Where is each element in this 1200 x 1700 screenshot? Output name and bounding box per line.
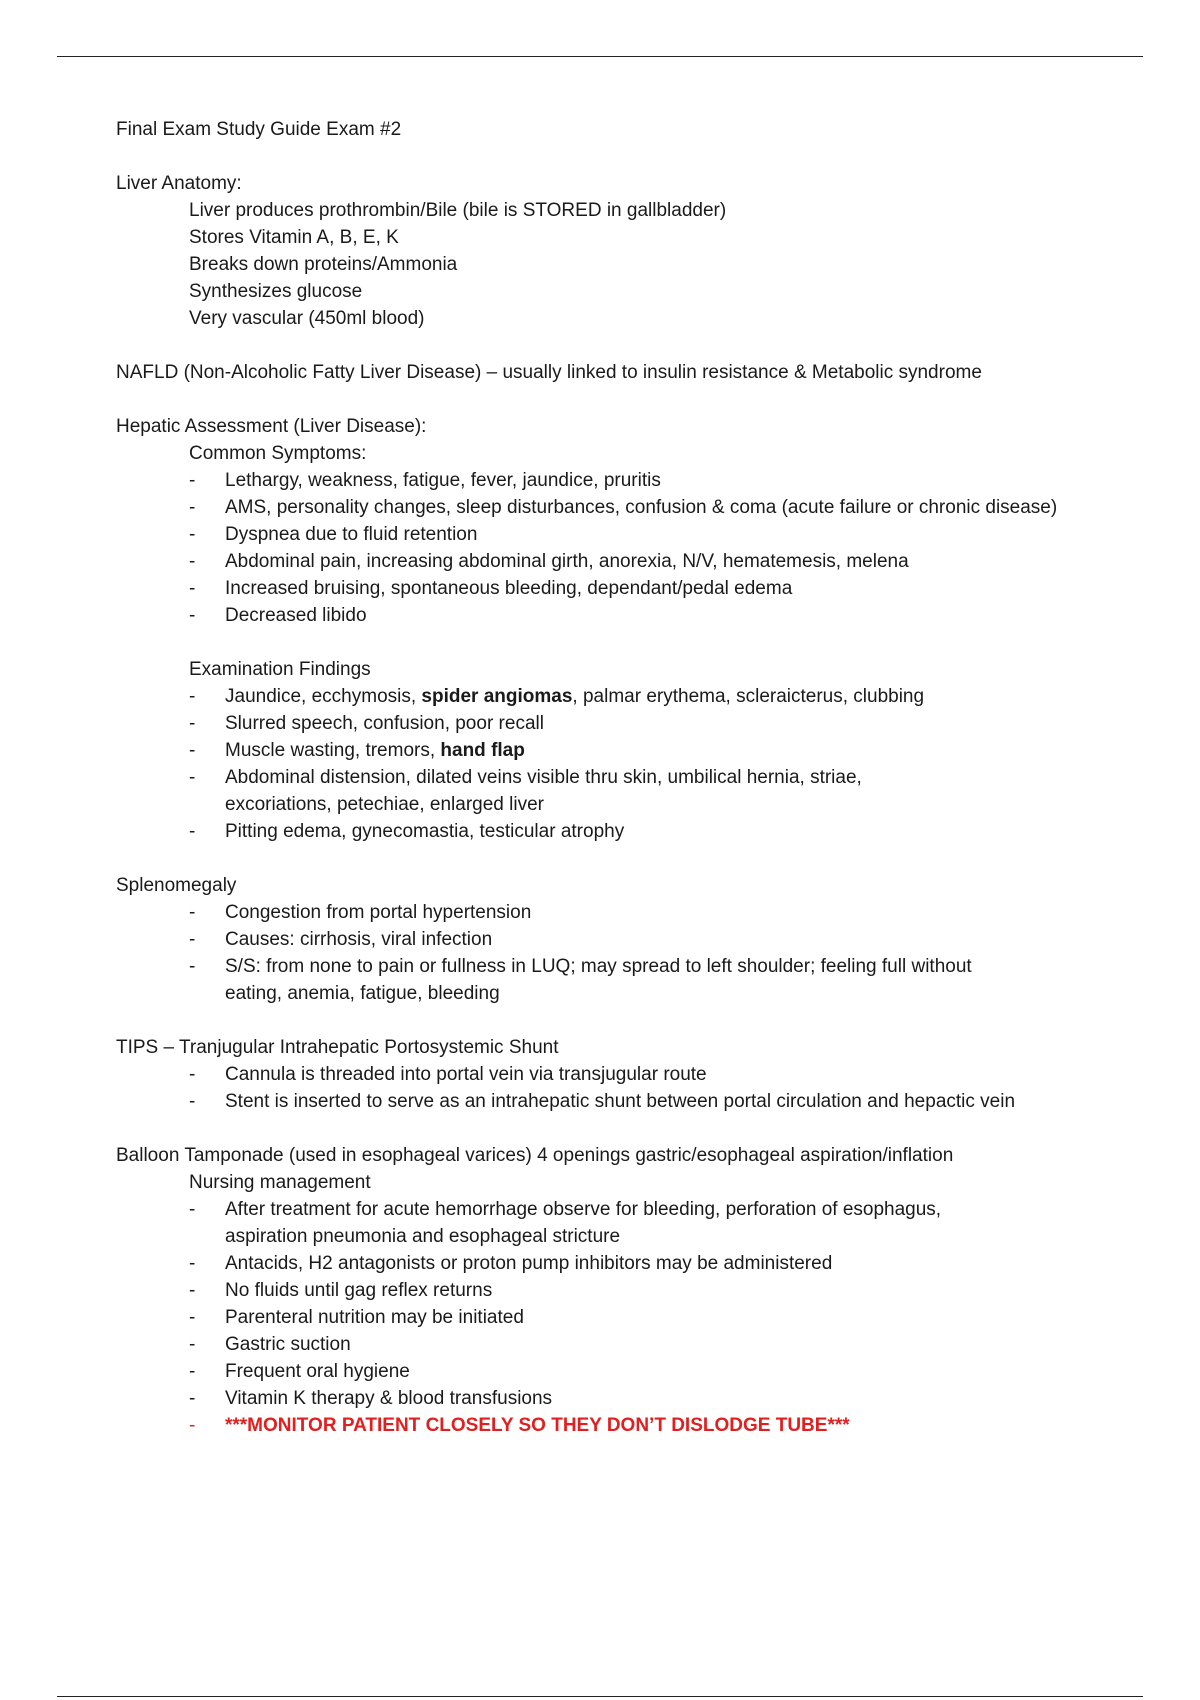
list-item-continuation: aspiration pneumonia and esophageal stricture <box>225 1226 621 1247</box>
list-item: - Abdominal pain, increasing abdominal girth, anorexia, N/V, hematemesis, melena <box>189 551 909 572</box>
warning-item: - ***MONITOR PATIENT CLOSELY SO THEY DON’T DISLODGE TUBE*** <box>189 1415 850 1436</box>
list-item: - Increased bruising, spontaneous bleeding, dependant/pedal edema <box>189 578 793 599</box>
list-item: - S/S: from none to pain or fullness in LUQ; may spread to left shoulder; feeling full without <box>189 956 972 977</box>
list-item: - Cannula is threaded into portal vein via transjugular route <box>189 1064 707 1085</box>
bold-term: hand flap <box>440 740 525 761</box>
hepatic-assessment-heading: Hepatic Assessment (Liver Disease): <box>116 416 427 437</box>
document-title: Final Exam Study Guide Exam #2 <box>116 119 402 140</box>
list-item: - Slurred speech, confusion, poor recall <box>189 713 544 734</box>
splenomegaly-heading: Splenomegaly <box>116 875 237 896</box>
list-item: - Vitamin K therapy & blood transfusions <box>189 1388 553 1409</box>
list-item: - Decreased libido <box>189 605 367 626</box>
list-item: - Stent is inserted to serve as an intrahepatic shunt between portal circulation and hepactic vein <box>189 1091 1016 1112</box>
list-item-continuation: eating, anemia, fatigue, bleeding <box>225 983 500 1004</box>
list-item: - Congestion from portal hypertension <box>189 902 532 923</box>
list-item: - Muscle wasting, tremors, hand flap <box>189 740 525 761</box>
list-item: - Jaundice, ecchymosis, spider angiomas, palmar erythema, scleraicterus, clubbing <box>189 686 925 707</box>
top-rule <box>57 56 1143 57</box>
exam-findings-heading: Examination Findings <box>189 659 371 680</box>
list-item: - Gastric suction <box>189 1334 351 1355</box>
list-item: - After treatment for acute hemorrhage observe for bleeding, perforation of esophagus, <box>189 1199 942 1220</box>
list-item-continuation: excoriations, petechiae, enlarged liver <box>225 794 544 815</box>
list-item: - Abdominal distension, dilated veins visible thru skin, umbilical hernia, striae, <box>189 767 862 788</box>
list-item: - Parenteral nutrition may be initiated <box>189 1307 524 1328</box>
liver-anatomy-item: Synthesizes glucose <box>189 281 363 302</box>
list-item: - Causes: cirrhosis, viral infection <box>189 929 493 950</box>
list-item: - Frequent oral hygiene <box>189 1361 410 1382</box>
balloon-tamponade-heading: Balloon Tamponade (used in esophageal varices) 4 openings gastric/esophageal aspiration/inflation <box>116 1145 954 1166</box>
list-item: - Pitting edema, gynecomastia, testicular atrophy <box>189 821 625 842</box>
document-body <box>116 116 1116 1439</box>
bottom-rule <box>57 1696 1143 1697</box>
warning-text: ***MONITOR PATIENT CLOSELY SO THEY DON’T DISLODGE TUBE*** <box>225 1415 850 1436</box>
list-item: - No fluids until gag reflex returns <box>189 1280 493 1301</box>
tips-heading: TIPS – Tranjugular Intrahepatic Portosystemic Shunt <box>116 1037 559 1058</box>
liver-anatomy-item: Stores Vitamin A, B, E, K <box>189 227 399 248</box>
list-item: - Antacids, H2 antagonists or proton pump inhibitors may be administered <box>189 1253 833 1274</box>
symptoms-heading: Common Symptoms: <box>189 443 367 464</box>
list-item: - Lethargy, weakness, fatigue, fever, jaundice, pruritis <box>189 470 661 491</box>
liver-anatomy-item: Breaks down proteins/Ammonia <box>189 254 458 275</box>
liver-anatomy-heading: Liver Anatomy: <box>116 173 242 194</box>
nursing-management-heading: Nursing management <box>189 1172 371 1193</box>
bold-term: spider angiomas <box>421 686 573 707</box>
list-item: - AMS, personality changes, sleep disturbances, confusion & coma (acute failure or chronic disease) <box>189 497 1058 518</box>
nafld-note: NAFLD (Non-Alcoholic Fatty Liver Disease) – usually linked to insulin resistance & Metabolic syndrome <box>116 362 982 383</box>
liver-anatomy-item: Very vascular (450ml blood) <box>189 308 425 329</box>
liver-anatomy-item: Liver produces prothrombin/Bile (bile is STORED in gallbladder) <box>189 200 727 221</box>
list-item: - Dyspnea due to fluid retention <box>189 524 478 545</box>
